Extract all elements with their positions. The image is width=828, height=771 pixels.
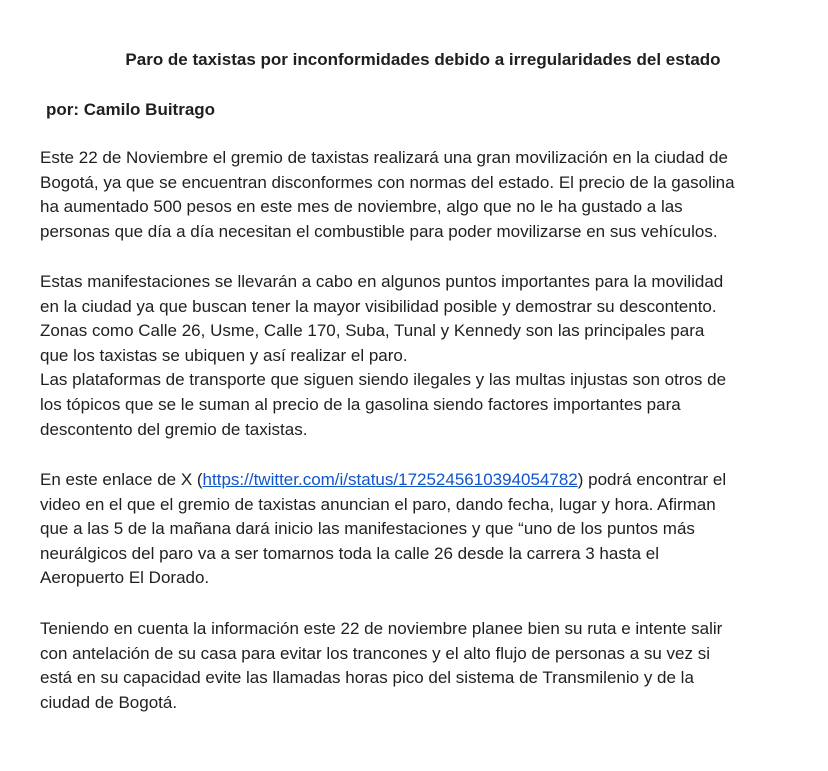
paragraph-line: ha aumentado 500 pesos en este mes de noviembre, algo que no le ha gustado a las — [40, 197, 683, 217]
paragraph-line: ciudad de Bogotá. — [40, 692, 178, 712]
paragraph-line: Las plataformas de transporte que siguen siendo ilegales y las multas injustas son otros de — [40, 370, 727, 390]
paragraph-1 — [40, 146, 810, 244]
paragraph-line: neurálgicos del paro va a ser tomarnos toda la calle 26 desde la carrera 3 hasta el — [40, 543, 659, 563]
paragraph-line: Teniendo en cuenta la información este 22 de noviembre planee bien su ruta e intente salir — [40, 619, 723, 638]
paragraph-line: video en el que el gremio de taxistas anuncian el paro, dando fecha, lugar y hora. Afirman — [40, 494, 716, 514]
paragraph-line: Zonas como Calle 26, Usme, Calle 170, Suba, Tunal y Kennedy son las principales para — [40, 321, 705, 341]
paragraph-line-with-link — [40, 468, 810, 493]
document-author: por: Camilo Buitrago — [46, 100, 216, 119]
link-suffix-text: ) podrá encontrar el — [577, 470, 727, 489]
paragraph-line: con antelación de su casa para evitar los trancones y el alto flujo de personas a su vez si — [40, 643, 710, 663]
document-title: Paro de taxistas por inconformidades debido a irregularidades del estado — [125, 50, 721, 69]
paragraph-line: Este 22 de Noviembre el gremio de taxistas realizará una gran movilización en la ciudad de — [40, 148, 728, 167]
paragraph-line: en la ciudad ya que buscan tener la mayor visibilidad posible y demostrar su descontento. — [40, 296, 717, 316]
paragraph-line: que los taxistas se ubiquen y así realizar el paro. — [40, 345, 408, 365]
paragraph-3 — [40, 468, 810, 591]
paragraph-line: descontento del gremio de taxistas. — [40, 419, 308, 439]
paragraph-line: personas que día a día necesitan el combustible para poder movilizarse en sus vehículos. — [40, 221, 718, 241]
paragraph-line: está en su capacidad evite las llamadas horas pico del sistema de Transmilenio y de la — [40, 668, 694, 688]
link-prefix-text: En este enlace de X ( — [40, 470, 203, 489]
twitter-status-link[interactable]: https://twitter.com/i/status/1725245610394054782 — [202, 470, 578, 489]
paragraph-line: Bogotá, ya que se encuentran disconformes con normas del estado. El precio de la gasolina — [40, 172, 735, 192]
paragraph-4 — [40, 617, 810, 715]
paragraph-line: Estas manifestaciones se llevarán a cabo en algunos puntos importantes para la movilidad — [40, 272, 724, 291]
paragraph-line: los tópicos que se le suman al precio de la gasolina siendo factores importantes para — [40, 394, 681, 414]
paragraph-2 — [40, 270, 810, 442]
paragraph-line: Aeropuerto El Dorado. — [40, 568, 210, 588]
paragraph-line: que a las 5 de la mañana dará inicio las manifestaciones y que “uno de los puntos más — [40, 519, 695, 539]
